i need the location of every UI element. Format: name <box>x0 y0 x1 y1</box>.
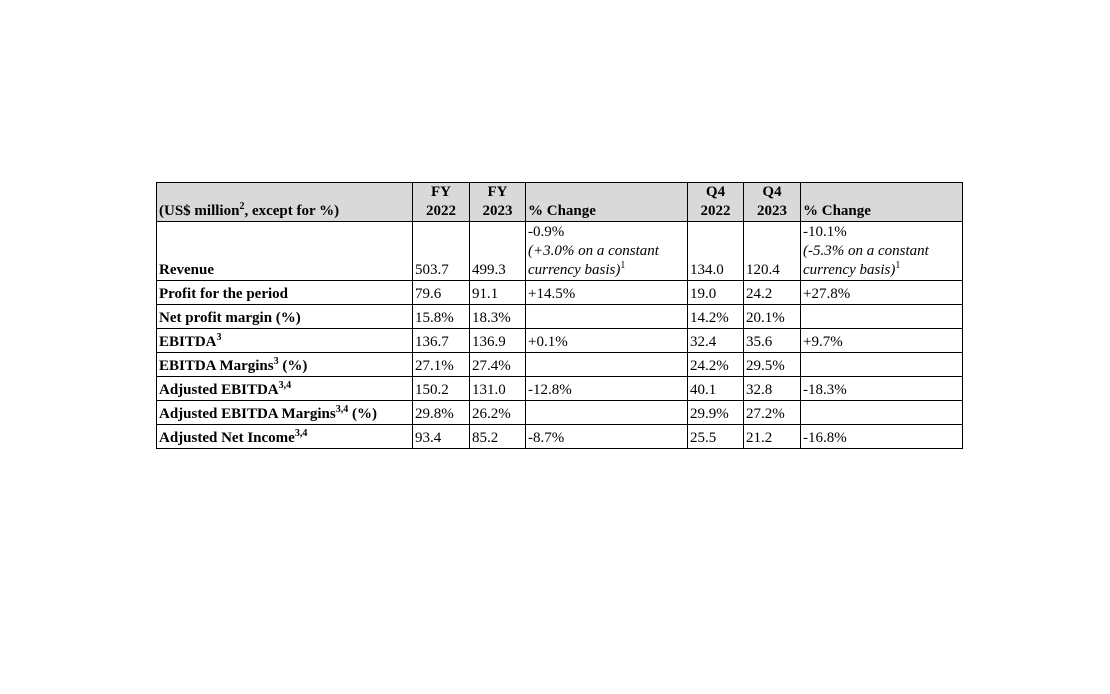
cell-fy-change: -8.7% <box>526 425 688 449</box>
cell-fy2022: 79.6 <box>413 281 470 305</box>
cell-q42023: 21.2 <box>744 425 801 449</box>
cell-fy-change <box>526 401 688 425</box>
cell-fy-change: +0.1% <box>526 329 688 353</box>
cell-fy2022: 136.7 <box>413 329 470 353</box>
table-row <box>157 377 963 401</box>
cell-q42022: 32.4 <box>688 329 744 353</box>
cell-fy2023: 91.1 <box>470 281 526 305</box>
cell-fy2022: 27.1% <box>413 353 470 377</box>
table-row <box>157 281 963 305</box>
row-label: EBITDA Margins$^3$ (%) <box>157 353 413 377</box>
row-label: Adjusted Net Income$^{3,4}$ <box>157 425 413 449</box>
row-label: EBITDA$^3$ <box>157 329 413 353</box>
cell-q4-change: -10.1% (-5.3% on a constant currency basis)$^1$ <box>801 222 963 281</box>
cell-q42023: 20.1% <box>744 305 801 329</box>
cell-q42023: 120.4 <box>744 222 801 281</box>
row-label: Net profit margin (%) <box>157 305 413 329</box>
table-row <box>157 329 963 353</box>
table-row <box>157 401 963 425</box>
cell-fy2023: 18.3% <box>470 305 526 329</box>
cell-fy2023: 131.0 <box>470 377 526 401</box>
row-label: Profit for the period <box>157 281 413 305</box>
cell-q42023: 24.2 <box>744 281 801 305</box>
financial-results-table <box>156 182 963 449</box>
row-label: Revenue <box>157 222 413 281</box>
cell-q42022: 14.2% <box>688 305 744 329</box>
table-header-row <box>157 183 963 222</box>
cell-q42023: 27.2% <box>744 401 801 425</box>
cell-q42023: 32.8 <box>744 377 801 401</box>
cell-q42022: 134.0 <box>688 222 744 281</box>
cell-fy2022: 29.8% <box>413 401 470 425</box>
cell-fy2022: 503.7 <box>413 222 470 281</box>
cell-fy-change <box>526 353 688 377</box>
cell-q42022: 19.0 <box>688 281 744 305</box>
cell-fy2022: 150.2 <box>413 377 470 401</box>
cell-q42022: 29.9% <box>688 401 744 425</box>
cell-q4-change <box>801 305 963 329</box>
cell-q4-change: +9.7% <box>801 329 963 353</box>
table-row <box>157 305 963 329</box>
header-q4-change: % Change <box>801 183 963 222</box>
cell-q4-change: -16.8% <box>801 425 963 449</box>
cell-q42023: 29.5% <box>744 353 801 377</box>
cell-q4-change: +27.8% <box>801 281 963 305</box>
cell-fy2022: 93.4 <box>413 425 470 449</box>
cell-fy-change <box>526 305 688 329</box>
cell-fy2023: 26.2% <box>470 401 526 425</box>
cell-q4-change <box>801 401 963 425</box>
table-row <box>157 425 963 449</box>
header-fy2022: FY 2022 <box>413 183 470 222</box>
cell-q42023: 35.6 <box>744 329 801 353</box>
cell-fy2023: 136.9 <box>470 329 526 353</box>
table-row <box>157 353 963 377</box>
cell-fy2023: 85.2 <box>470 425 526 449</box>
cell-q4-change <box>801 353 963 377</box>
header-fy2023: FY 2023 <box>470 183 526 222</box>
header-q42023: Q4 2023 <box>744 183 801 222</box>
row-label: Adjusted EBITDA$^{3,4}$ <box>157 377 413 401</box>
cell-q42022: 40.1 <box>688 377 744 401</box>
cell-fy-change: +14.5% <box>526 281 688 305</box>
cell-q42022: 24.2% <box>688 353 744 377</box>
header-fy-change: % Change <box>526 183 688 222</box>
table-row-revenue <box>157 222 963 281</box>
cell-q4-change: -18.3% <box>801 377 963 401</box>
cell-q42022: 25.5 <box>688 425 744 449</box>
cell-fy-change: -12.8% <box>526 377 688 401</box>
row-label: Adjusted EBITDA Margins$^{3,4}$ (%) <box>157 401 413 425</box>
cell-fy2023: 27.4% <box>470 353 526 377</box>
header-metric-label: (US$ million$^2$, except for %) <box>157 183 413 222</box>
cell-fy-change: -0.9% (+3.0% on a constant currency basis)$^1$ <box>526 222 688 281</box>
cell-fy2023: 499.3 <box>470 222 526 281</box>
cell-fy2022: 15.8% <box>413 305 470 329</box>
header-q42022: Q4 2022 <box>688 183 744 222</box>
